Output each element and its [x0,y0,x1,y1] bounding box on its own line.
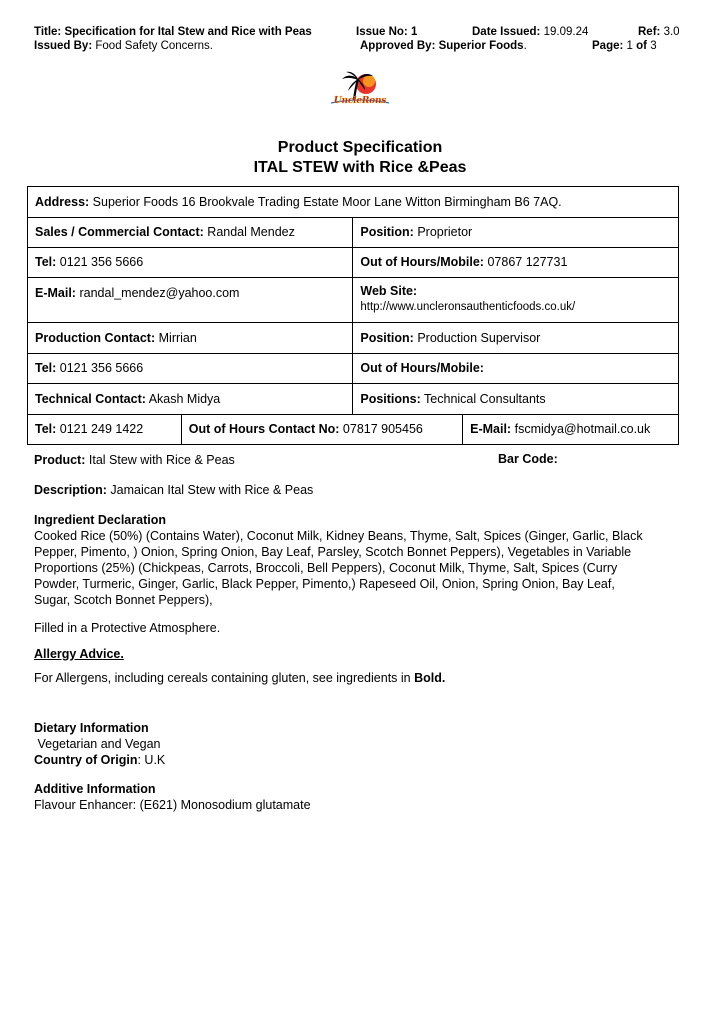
sales-position-cell: Position: Proprietor [353,218,679,248]
additive-heading: Additive Information [34,782,156,796]
production-contact-cell: Production Contact: Mirrian [28,323,353,354]
ingredient-line: Sugar, Scotch Bonnet Peppers), [34,593,213,607]
country-of-origin: Country of Origin: U.K [34,753,166,767]
out-of-hours-cell: Out of Hours Contact No: 07817 905456 [181,415,462,445]
description-line: Description: Jamaican Ital Stew with Rice & Peas [34,483,314,497]
technical-contact-cell: Technical Contact: Akash Midya [28,384,353,415]
table-row [28,278,679,323]
email-cell: E-Mail: fscmidya@hotmail.co.uk [463,415,679,445]
dietary-heading: Dietary Information [34,721,149,735]
header-issue: Issue No: 1 [356,26,418,38]
technical-position-cell: Positions: Technical Consultants [353,384,679,415]
palm-tree-sun-logo-icon [328,70,392,114]
product-line: Product: Ital Stew with Rice & Peas [34,453,235,467]
ingredient-line: Proportions (25%) (Chickpeas, Carrots, Broccoli, Bell Peppers), Coconut Milk, Thyme, Salt, Spices (Curry [34,561,618,575]
dietary-section [34,720,694,768]
table-row [28,323,679,354]
ingredient-line: Powder, Turmeric, Ginger, Garlic, Black Pepper, Pimento,) Rapeseed Oil, Onion, Spring Onion, Bay Leaf, [34,577,615,591]
table-row [28,415,679,445]
table-row [28,384,679,415]
dietary-value: Vegetarian and Vegan [34,737,161,751]
header-ref: Ref: 3.0 [638,26,680,38]
allergy-heading: Allergy Advice. [34,647,124,661]
out-of-hours-cell: Out of Hours/Mobile: [353,354,679,384]
table-row [28,354,679,384]
atmosphere-note: Filled in a Protective Atmosphere. [34,621,221,635]
allergy-advice: For Allergens, including cereals containing gluten, see ingredients in Bold. [34,671,446,685]
address-cell: Address: Superior Foods 16 Brookvale Trading Estate Moor Lane Witton Birmingham B6 7AQ. [28,187,679,218]
header-issued-by: Issued By: Food Safety Concerns. [34,40,213,52]
ingredient-line: Pepper, Pimento, ) Onion, Spring Onion, Bay Leaf, Parsley, Scotch Bonnet Peppers), Vegetables in Variable [34,545,632,559]
product-title: ITAL STEW with Rice &Peas [253,159,467,176]
tel-cell: Tel: 0121 356 5666 [28,354,353,384]
tel-cell: Tel: 0121 249 1422 [28,415,182,445]
barcode-label: Bar Code: [498,452,558,466]
logo-text: UncleRons [333,96,387,106]
header-approved-by: Approved By: Superior Foods. [360,40,527,52]
table-row [28,187,679,218]
company-logo [328,70,392,114]
header-date: Date Issued: 19.09.24 [472,26,589,38]
ingredient-line: Cooked Rice (50%) (Contains Water), Coconut Milk, Kidney Beans, Thyme, Salt, Spices (Ginger, Garlic, Black [34,529,643,543]
out-of-hours-cell: Out of Hours/Mobile: 07867 127731 [353,248,679,278]
website-cell: Web Site: http://www.uncleronsauthenticfoods.co.uk/ [353,278,679,323]
document-title: Product Specification [277,139,443,156]
email-cell: E-Mail: randal_mendez@yahoo.com [28,278,353,323]
sales-contact-cell: Sales / Commercial Contact: Randal Mendez [28,218,353,248]
header-page: Page: 1 of 3 [592,40,657,52]
table-row [28,218,679,248]
additive-section [34,781,694,813]
production-position-cell: Position: Production Supervisor [353,323,679,354]
table-row [28,248,679,278]
ingredient-section [34,512,694,608]
header-title: Title: Specification for Ital Stew and Rice with Peas [34,26,312,38]
contacts-table [27,186,679,445]
additive-value: Flavour Enhancer: (E621) Monosodium glutamate [34,798,311,812]
ingredient-heading: Ingredient Declaration [34,513,166,527]
tel-cell: Tel: 0121 356 5666 [28,248,353,278]
